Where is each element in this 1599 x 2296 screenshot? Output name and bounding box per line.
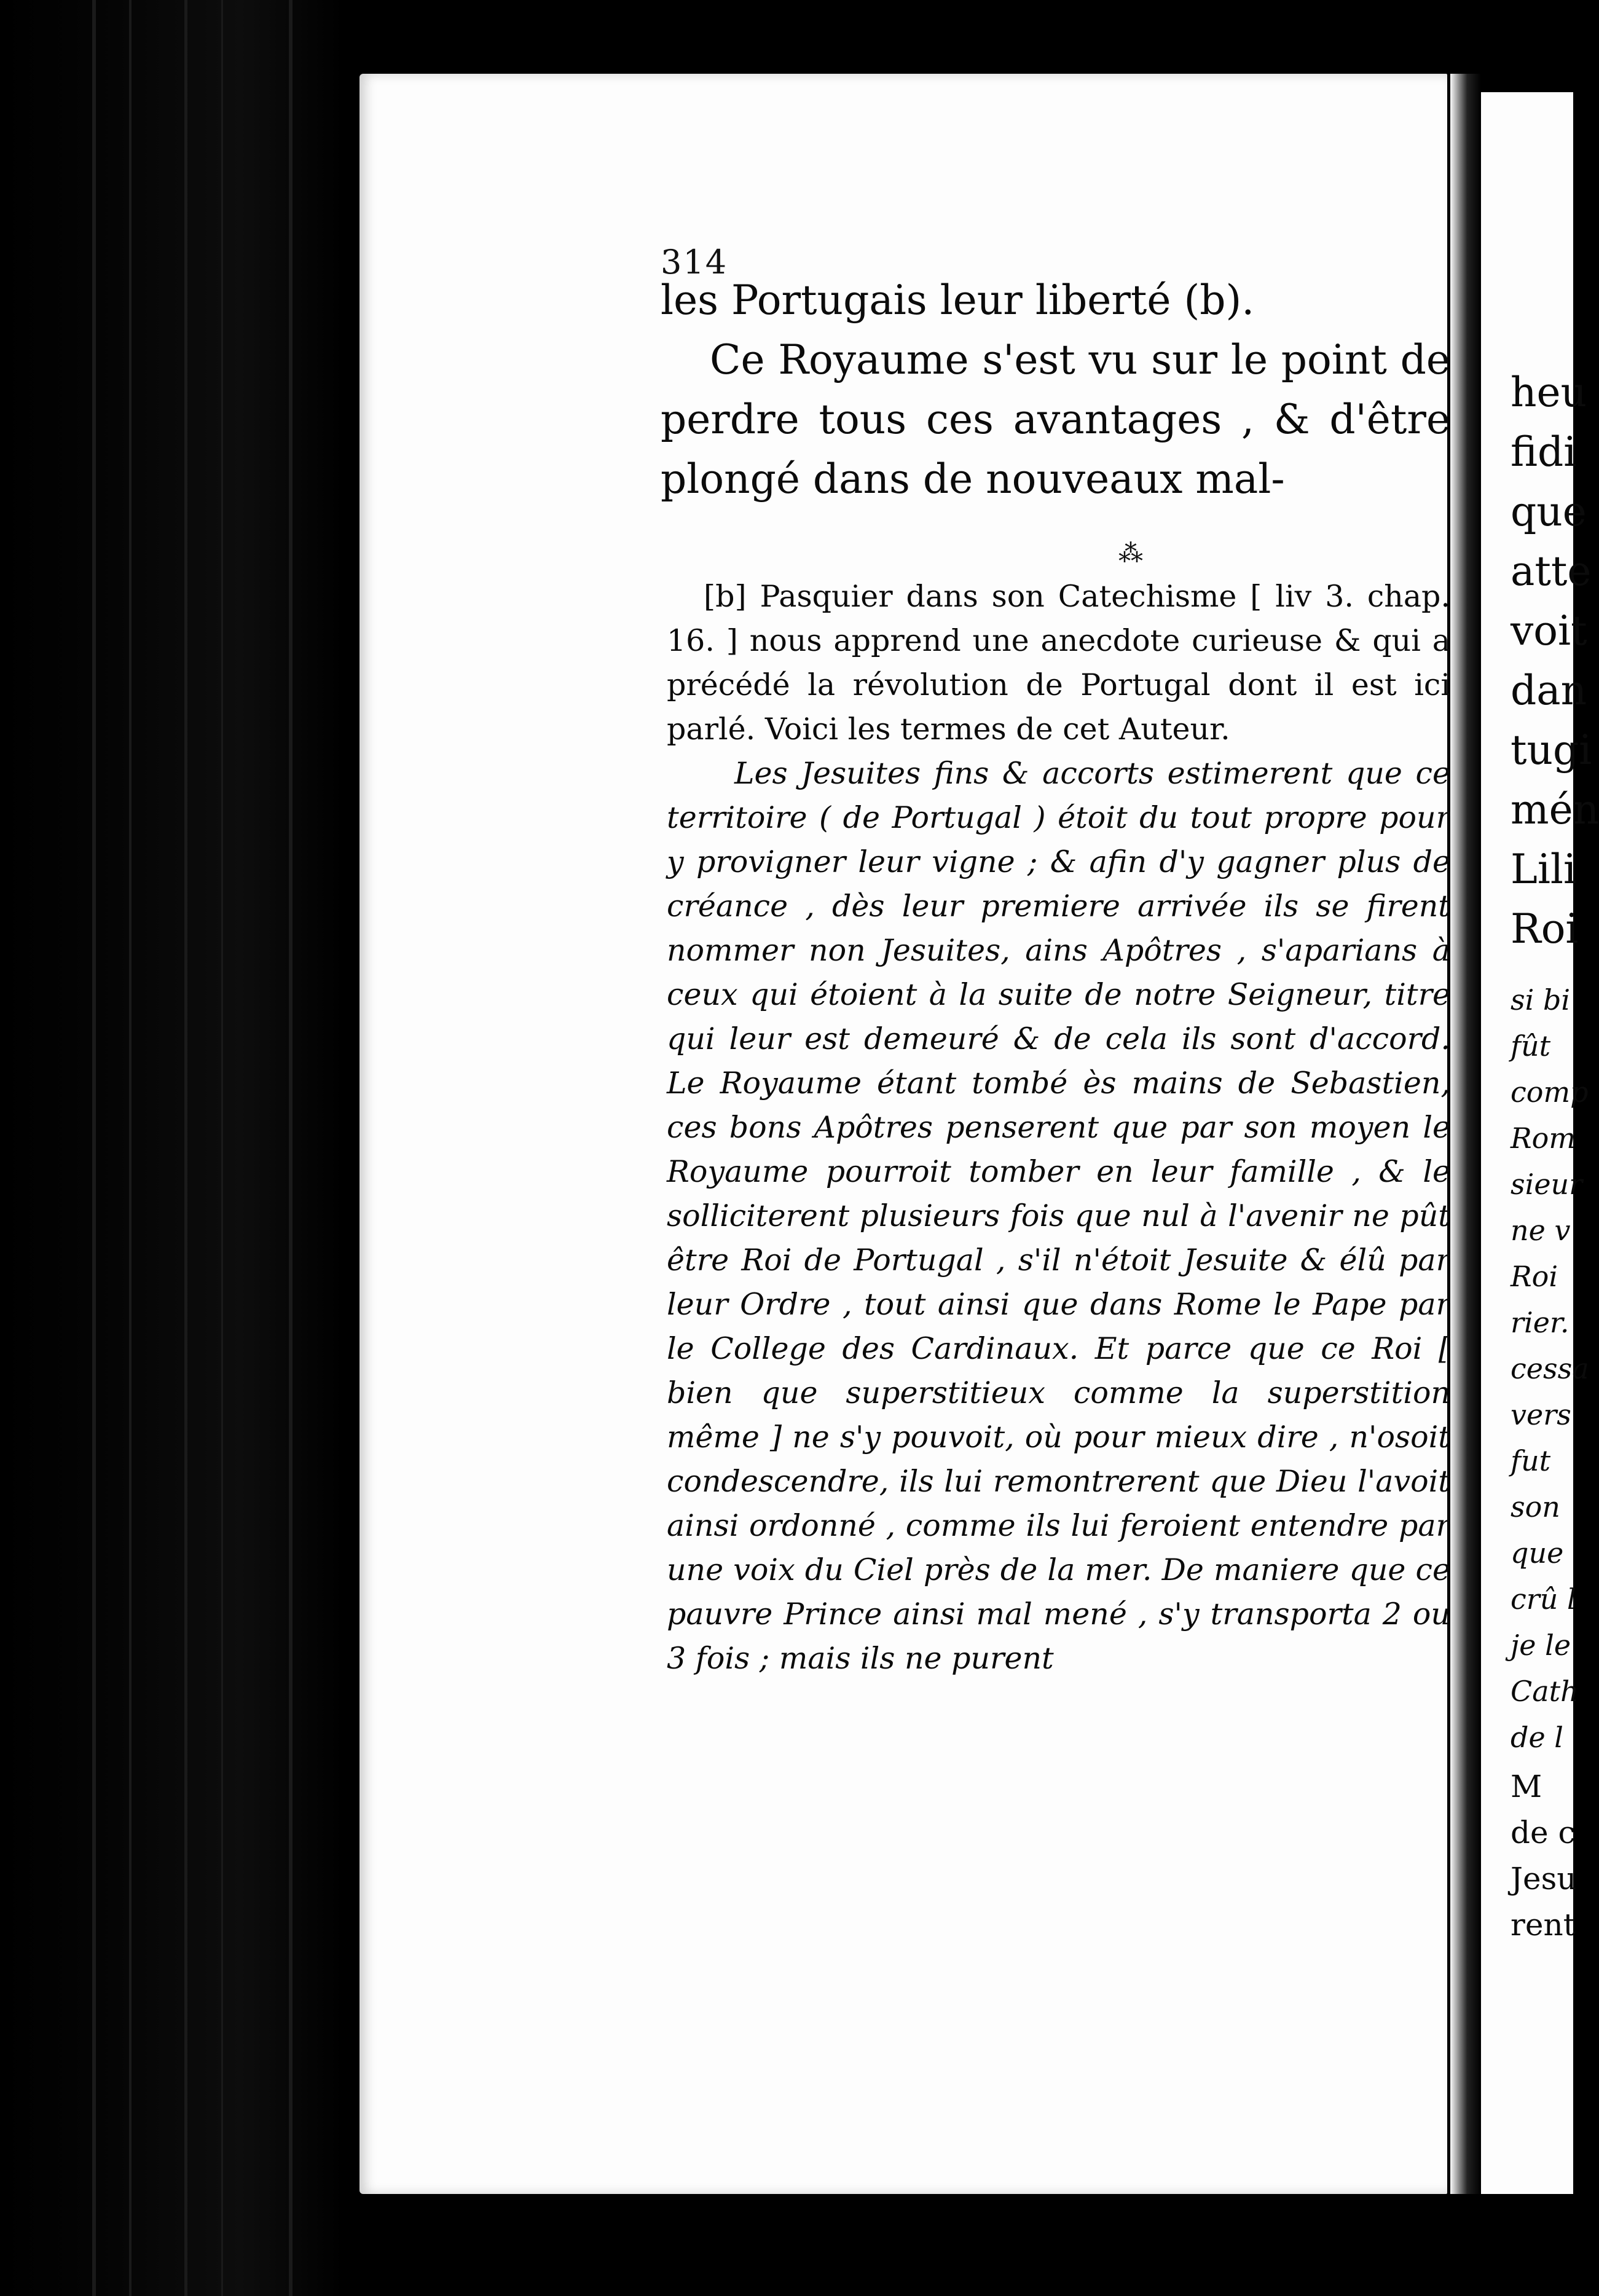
- facing-page-fragment: [1481, 92, 1599, 2194]
- facing-page-footnote-text: si bi fût comp Rom sieur ne v Roi rier. cessa vers fut son que crû l je le Cath de l: [1511, 983, 1589, 1754]
- section-divider-mark: ⁂: [1118, 540, 1143, 568]
- main-text-line: les Portugais leur liberté (b).: [661, 277, 1255, 324]
- binding-stripe: [129, 0, 132, 2296]
- binding-stripe: [92, 0, 96, 2296]
- page-gutter: [1450, 74, 1481, 2194]
- binding-stripe: [289, 0, 293, 2296]
- binding-stripe: [184, 0, 187, 2296]
- facing-page-tail-text: M de c Jesu rent: [1511, 1769, 1577, 1943]
- facing-page-main-text: heu fidi que atte voit dan tugi mén Lili Roi: [1511, 369, 1599, 953]
- main-text-paragraph: Ce Royaume s'est vu sur le point de perdre tous ces avantages , & d'être plongé dans de nouveaux mal-: [661, 336, 1450, 503]
- binding-stripe: [221, 0, 223, 2296]
- footnote-block: [667, 575, 1450, 1681]
- main-text-block: [661, 270, 1450, 509]
- footnote-quote: Les Jesuites fins & accorts estimerent que ce territoire ( de Portugal ) étoit du tout propre pour y provigner leur vigne ; & afin d'y gagner plus de créance , dès leur premiere arrivée ils se firent nommer non Jesuites, ains Apôtres , s'aparians à ceux qui étoient à la suite de notre Seigneur, titre qui leur est demeuré & de cela ils sont d'accord. Le Royaume étant tombé ès mains de Sebastien, ces bons Apôtres penserent que par son moyen le Royaume pourroit tomber en leur famille , & le solliciterent plusieurs fois que nul à l'avenir ne pût être Roi de Portugal , s'il n'étoit Jesuite & élû par leur Ordre , tout ainsi que dans Rome le Pape par le College des Cardinaux. Et parce que ce Roi [ bien que superstitieux comme la superstition même ] ne s'y pouvoit, où pour mieux dire , n'osoit condescendre, ils lui remontrerent que Dieu l'avoit ainsi ordonné , comme ils lui feroient entendre par une voix du Ciel près de la mer. De maniere que ce pauvre Prince ainsi mal mené , s'y transporta 2 ou 3 fois ; mais ils ne purent: [667, 756, 1450, 1676]
- book-binding-edge: [0, 0, 344, 2296]
- footnote-lead: [b] Pasquier dans son Catechisme [ liv 3. chap. 16. ] nous apprend une anecdote curieuse & qui a précédé la révolution de Portugal dont il est ici parlé. Voici les termes de cet Auteur.: [667, 579, 1450, 747]
- page-number: 314: [661, 243, 728, 281]
